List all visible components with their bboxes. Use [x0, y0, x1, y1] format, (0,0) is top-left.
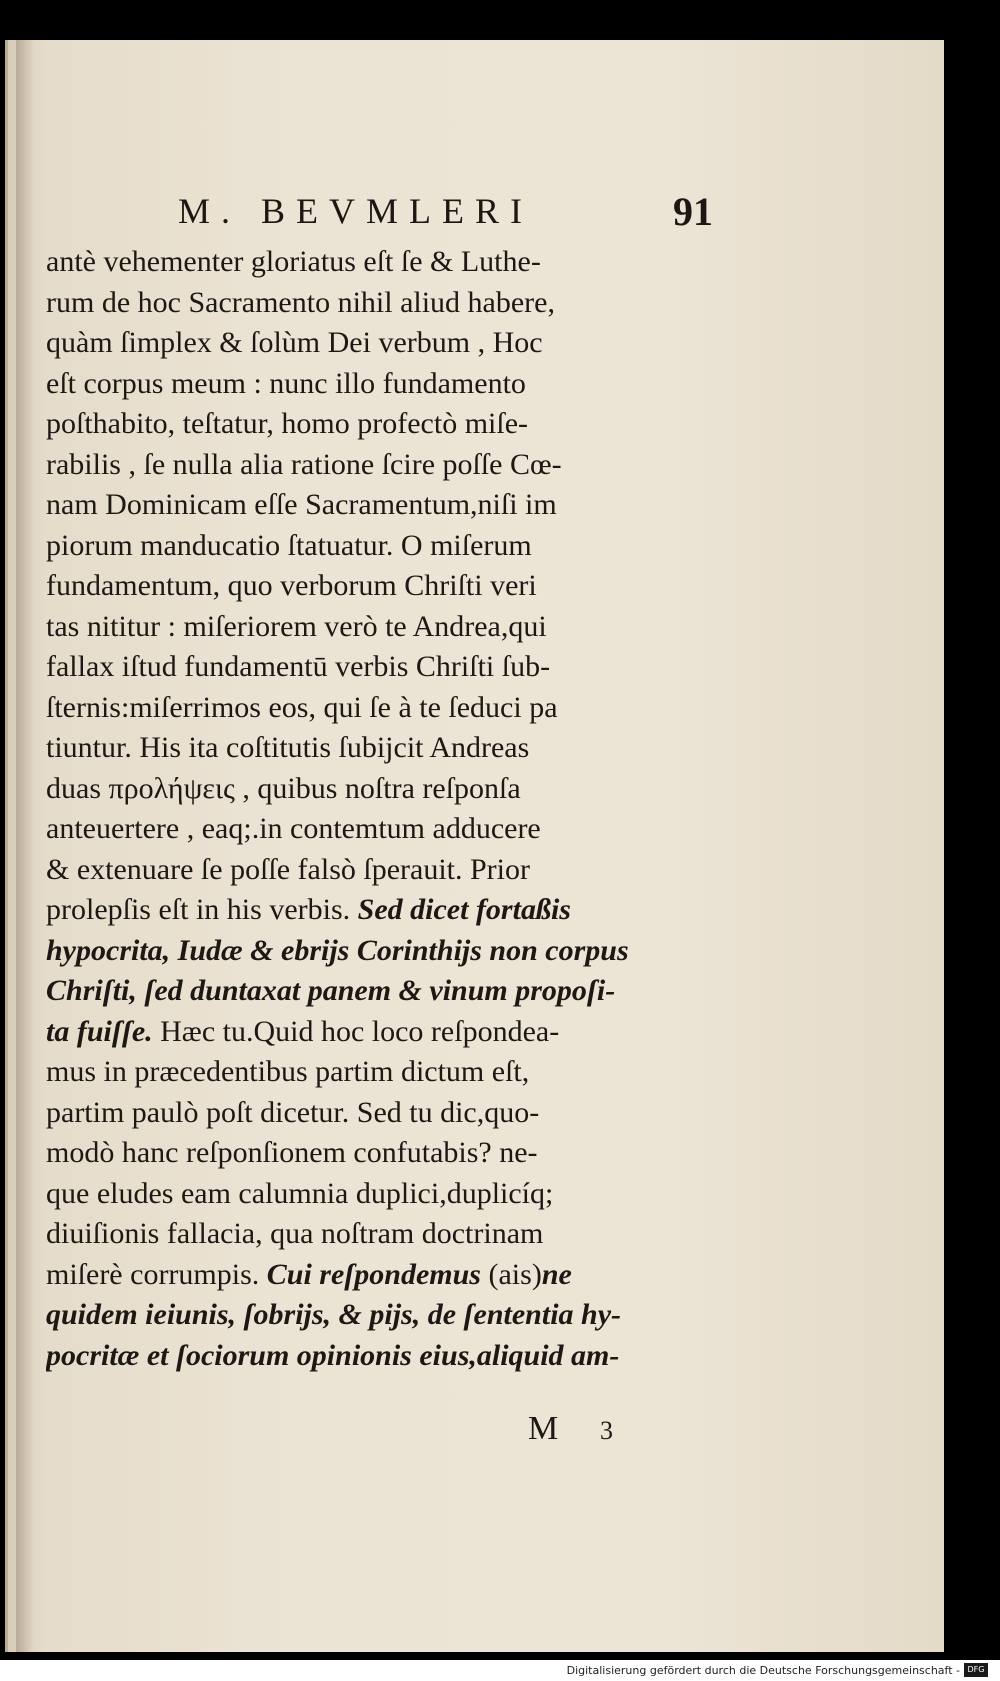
text-line — [46, 809, 718, 850]
text-run: nam Dominicam eſſe Sacramentum,niſi im — [46, 488, 557, 521]
footer-bar — [0, 1660, 1000, 1681]
text-run: ſternis:miſerrimos eos, qui ſe à te ſeduci pa — [46, 690, 558, 724]
text-line — [46, 1052, 718, 1093]
text-run: duas προλήψεις , quibus noſtra reſponſa — [46, 771, 521, 805]
italic-text-run: quidem ieiunis, ſobrijs, & pijs, de ſententia hy- — [46, 1298, 622, 1331]
text-run: mus in præcedentibus partim dictum eſt, — [46, 1055, 530, 1088]
text-line — [46, 404, 718, 445]
body-text — [46, 242, 718, 1376]
text-line — [46, 1214, 718, 1255]
running-head — [178, 189, 878, 234]
italic-text-run: ta fuiſſe. — [46, 1014, 153, 1048]
text-line — [46, 769, 718, 810]
text-run: Hæc tu.Quid hoc loco reſpondea- — [152, 1014, 560, 1048]
page-number: 91 — [673, 189, 713, 234]
text-line — [46, 364, 718, 405]
text-line — [46, 850, 718, 891]
text-run: diuiſionis fallacia, qua noſtram doctrinam — [46, 1217, 544, 1250]
text-line — [46, 971, 718, 1012]
italic-text-run: Cui reſpondemus — [266, 1257, 481, 1291]
italic-text-run: Chriſti, ſed duntaxat panem & vinum propoſi- — [46, 974, 616, 1007]
text-run: tiuntur. His ita coſtitutis ſubijcit Andreas — [46, 731, 530, 764]
text-run: rum de hoc Sacramento nihil aliud habere, — [46, 285, 555, 319]
text-run: partim paulò poſt dicetur. Sed tu dic,quo- — [46, 1095, 540, 1129]
text-line — [46, 688, 718, 729]
italic-text-run: ne — [541, 1257, 572, 1291]
text-run: anteuertere , eaq;.in contemtum adducere — [46, 812, 541, 845]
text-run: poſthabito, teſtatur, homo profectò miſe- — [46, 407, 529, 440]
text-line — [46, 323, 718, 364]
text-line — [46, 1295, 718, 1336]
signature-number: 3 — [600, 1416, 613, 1445]
text-run: (ais) — [481, 1257, 542, 1291]
page-gutter-shadow — [16, 40, 34, 1652]
signature-mark — [528, 1410, 728, 1460]
footer-credit: Digitalisierung gefördert durch die Deutsche Forschungsgemeinschaft - — [566, 1664, 960, 1677]
text-run: & extenuare ſe poſſe falsò ſperauit. Prior — [46, 852, 530, 886]
text-line — [46, 485, 718, 526]
signature-letter: M — [528, 1410, 559, 1447]
text-line — [46, 283, 718, 324]
text-line — [46, 728, 718, 769]
text-line — [46, 526, 718, 567]
text-run: modò hanc reſponſionem confutabis? ne- — [46, 1136, 538, 1169]
text-line — [46, 1012, 718, 1053]
text-line — [46, 1174, 718, 1215]
text-line — [46, 647, 718, 688]
text-run: piorum manducatio ſtatuatur. O miſerum — [46, 528, 532, 562]
dfg-logo: DFG — [964, 1663, 988, 1677]
text-line — [46, 1336, 718, 1377]
text-run: miſerè corrumpis. — [46, 1257, 267, 1291]
text-run: fundamentum, quo verborum Chriſti veri — [46, 569, 537, 602]
italic-text-run: Sed dicet fortaßis — [357, 893, 571, 926]
italic-text-run: pocritæ et ſociorum opinionis eius,aliquid am- — [46, 1338, 620, 1372]
text-line — [46, 1133, 718, 1174]
text-line — [46, 931, 718, 972]
text-run: prolepſis eſt in his verbis. — [46, 893, 358, 926]
text-run: antè vehementer gloriatus eſt ſe & Luthe- — [46, 245, 541, 278]
italic-text-run: hypocrita, Iudæ & ebrijs Corinthijs non corpus — [46, 933, 629, 967]
text-run: eſt corpus meum : nunc illo fundamento — [46, 366, 526, 400]
running-head-title: M. BEVMLERI — [178, 191, 533, 231]
text-line — [46, 1255, 718, 1296]
text-run: quàm ſimplex & ſolùm Dei verbum , Hoc — [46, 326, 543, 359]
book-page — [5, 40, 944, 1652]
text-run: tas nititur : miſeriorem verò te Andrea,qui — [46, 609, 547, 643]
text-line — [46, 890, 718, 931]
text-line — [46, 566, 718, 607]
text-line — [46, 445, 718, 486]
text-run: fallax iſtud fundamentū verbis Chriſti ſub- — [46, 650, 551, 683]
text-line — [46, 242, 718, 283]
text-line — [46, 1093, 718, 1134]
text-line — [46, 607, 718, 648]
text-run: rabilis , ſe nulla alia ratione ſcire poſſe Cœ- — [46, 447, 562, 481]
text-run: que eludes eam calumnia duplici,duplicíq; — [46, 1176, 554, 1210]
